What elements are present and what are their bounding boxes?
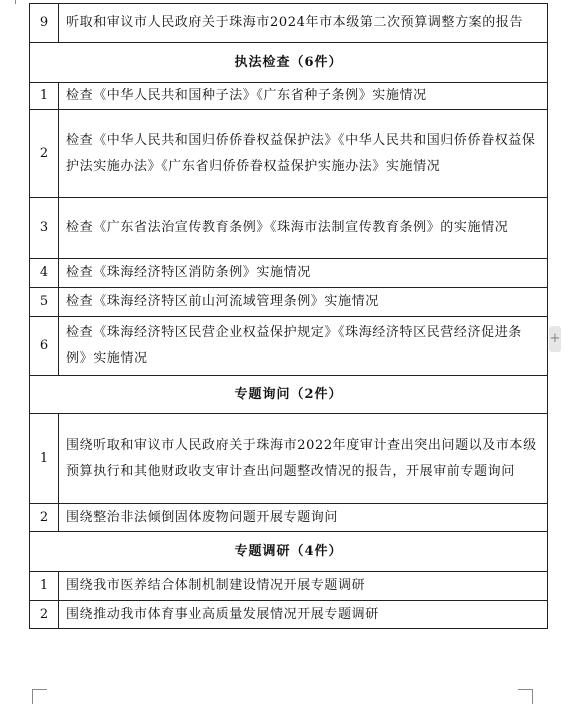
row-number: 6 (30, 317, 59, 376)
row-number: 1 (30, 83, 59, 110)
row-text: 检查《中华人民共和国归侨侨眷权益保护法》《中华人民共和国归侨侨眷权益保护法实施办法》《广东省归侨侨眷权益保护实施办法》实施情况 (59, 110, 548, 198)
table-row (30, 504, 548, 532)
section-header-row (30, 376, 548, 414)
row-text: 围绕整治非法倾倒固体废物问题开展专题询问 (59, 504, 548, 532)
row-text: 检查《中华人民共和国种子法》《广东省种子条例》实施情况 (59, 83, 548, 110)
section-title-research: 专题调研（4件） (30, 532, 548, 572)
page-corner-mark-bottom-right (518, 689, 533, 704)
row-text: 围绕我市医养结合体制机制建设情况开展专题调研 (59, 572, 548, 601)
table-row (30, 572, 548, 601)
row-text: 检查《珠海经济特区消防条例》实施情况 (59, 259, 548, 288)
table-row (30, 83, 548, 110)
page-corner-mark-bottom-left (32, 689, 47, 704)
section-title-inquiry: 专题询问（2件） (30, 376, 548, 414)
row-number: 3 (30, 198, 59, 259)
row-number: 1 (30, 572, 59, 601)
table-row (30, 198, 548, 259)
table-row (30, 601, 548, 629)
table-row (30, 317, 548, 376)
row-number: 9 (30, 4, 59, 43)
plus-icon[interactable]: + (549, 326, 561, 352)
table-row (30, 4, 548, 43)
row-text: 检查《广东省法治宣传教育条例》《珠海市法制宣传教育条例》的实施情况 (59, 198, 548, 259)
row-text: 检查《珠海经济特区民营企业权益保护规定》《珠海经济特区民营经济促进条例》实施情况 (59, 317, 548, 376)
table-row (30, 288, 548, 317)
section-title-enforcement: 执法检查（6件） (30, 43, 548, 83)
section-header-row (30, 43, 548, 83)
table-row (30, 414, 548, 504)
row-text: 听取和审议市人民政府关于珠海市2024年市本级第二次预算调整方案的报告 (59, 4, 548, 43)
row-number: 2 (30, 504, 59, 532)
row-text: 围绕听取和审议市人民政府关于珠海市2022年度审计查出突出问题以及市本级预算执行和其他财政收支审计查出问题整改情况的报告，开展审前专题询问 (59, 414, 548, 504)
agenda-table (29, 3, 548, 629)
row-number: 1 (30, 414, 59, 504)
page-corner-mark-top (3, 0, 16, 4)
row-text: 检查《珠海经济特区前山河流域管理条例》实施情况 (59, 288, 548, 317)
row-number: 2 (30, 110, 59, 198)
table-row (30, 110, 548, 198)
row-text: 围绕推动我市体育事业高质量发展情况开展专题调研 (59, 601, 548, 629)
row-number: 5 (30, 288, 59, 317)
table-row (30, 259, 548, 288)
section-header-row (30, 532, 548, 572)
row-number: 4 (30, 259, 59, 288)
row-number: 2 (30, 601, 59, 629)
